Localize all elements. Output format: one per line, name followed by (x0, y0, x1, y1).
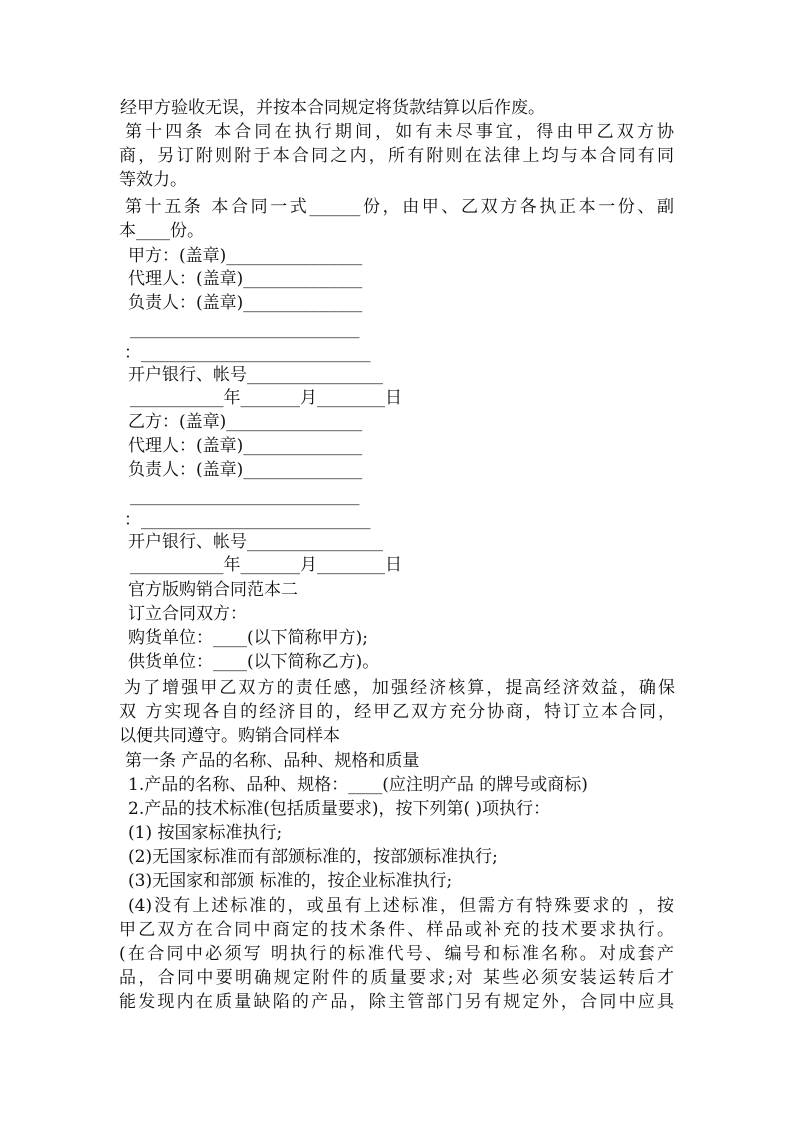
party-b-agent: 代理人：(盖章)______________ (128, 436, 363, 456)
section-title: 官方版购销合同范本二 (128, 580, 298, 600)
article-heading: 第一条 产品的名称、品种、规格和质量 (125, 751, 420, 771)
text-line: 第十五条 本合同一式______份，由甲、乙双方各执正本一份、副 (125, 197, 674, 217)
text-line: (4)没有上述标准的，或虽有上述标准，但需方有特殊要求的 ，按 (128, 896, 674, 916)
text-line: (3)无国家和部颁 标准的，按企业标准执行; (128, 871, 453, 891)
text-line: 能发现内在质量缺陷的产品，除主管部门另有规定外，合同中应具 (119, 992, 674, 1012)
party-b-signature: 乙方：(盖章)________________ (128, 412, 363, 432)
text-line: 等效力。 (119, 170, 187, 190)
party-a-bank-account: 开户银行、帐号________________ (128, 365, 383, 385)
text-line: 供货单位：____(以下简称乙方)。 (128, 652, 380, 672)
text-line: 品，合同中要明确规定附件的质量要求;对 某些必须安装运转后才 (119, 968, 674, 988)
blank-line: ：___________________________ (124, 510, 371, 530)
text-line: 商，另订附则附于本合同之内，所有附则在法律上均与本合同有同 (119, 146, 674, 166)
party-b-bank-account: 开户银行、帐号________________ (128, 532, 383, 552)
text-line: 双 方实现各自的经济目的，经甲乙双方充分协商，特订立本合同， (119, 702, 675, 722)
text-line: 购货单位：____(以下简称甲方); (128, 628, 368, 648)
text-line: 1.产品的名称、品种、规格：____(应注明产品 的牌号或商标) (128, 775, 588, 795)
blank-line: ___________________________ (130, 486, 360, 506)
text-line: 为了增强甲乙双方的责任感，加强经济核算，提高经济效益，确保 (124, 678, 675, 698)
text-line: 本____份。 (119, 221, 204, 241)
blank-line: ___________________________ (130, 319, 360, 339)
text-line: 经甲方验收无误，并按本合同规定将货款结算以后作废。 (120, 98, 545, 118)
party-a-responsible: 负责人：(盖章)______________ (128, 293, 363, 313)
text-line: 2.产品的技术标准(包括质量要求)，按下列第( )项执行： (128, 799, 551, 819)
party-a-signature: 甲方：(盖章)________________ (128, 246, 363, 266)
text-line: (2)无国家标准而有部颁标准的，按部颁标准执行; (128, 847, 498, 867)
blank-line: ：___________________________ (124, 343, 371, 363)
text-line: 甲乙双方在合同中商定的技术条件、样品或补充的技术要求执行。 (119, 920, 674, 940)
text-line: (在合同中必须写 明执行的标准代号、编号和标准名称。对成套产 (119, 944, 674, 964)
text-line: (1) 按国家标准执行; (128, 823, 283, 843)
party-a-agent: 代理人：(盖章)______________ (128, 269, 363, 289)
text-line: 以便共同遵守。购销合同样本 (119, 726, 340, 746)
party-b-responsible: 负责人：(盖章)______________ (128, 460, 363, 480)
text-line: 第十四条 本合同在执行期间，如有未尽事宜，得由甲乙双方协 (125, 122, 674, 142)
party-b-date: ___________年_______月________日 (130, 555, 402, 575)
text-line: 订立合同双方： (128, 604, 247, 624)
party-a-date: ___________年_______月________日 (130, 388, 402, 408)
